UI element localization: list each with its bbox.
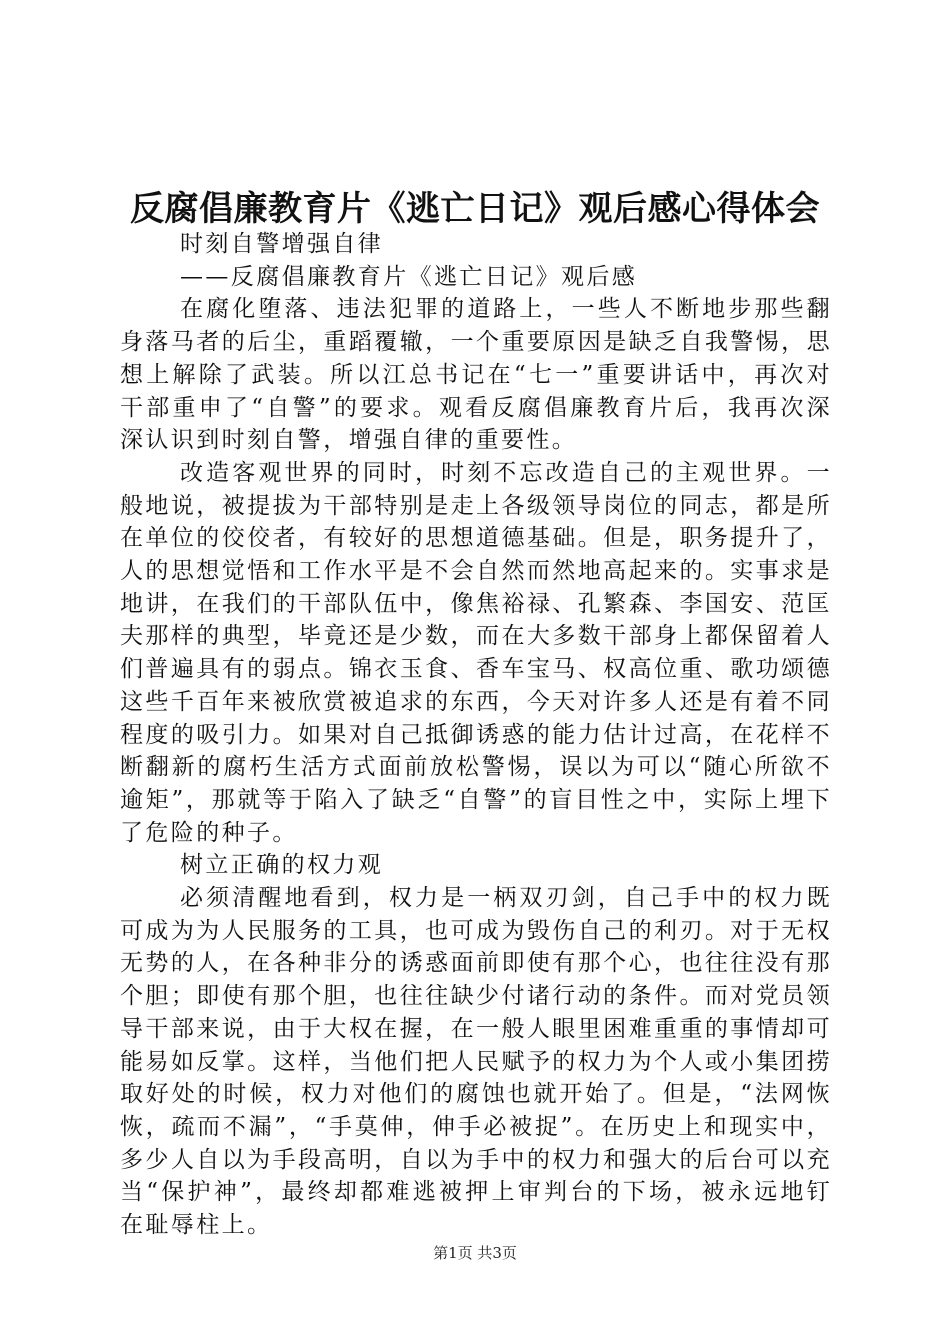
- subtitle-line-1: 时刻自警增强自律: [180, 231, 384, 257]
- section-heading: 树立正确的权力观: [180, 852, 384, 879]
- document-title: 反腐倡廉教育片《逃亡日记》观后感心得体会: [130, 189, 820, 229]
- paragraph-1: 在腐化堕落、违法犯罪的道路上，一些人不断地步那些翻身落马者的后尘，重蹈覆辙，一个重要原因是缺乏自我警惕，思想上解除了武装。所以江总书记在“七一”重要讲话中，再次对干部重申了“自警”的要求。观看反腐倡廉教育片后，我再次深深认识到时刻自警，增强自律的重要性。: [120, 296, 832, 454]
- document-body: [120, 228, 832, 1242]
- subtitle-line-2: ——反腐倡廉教育片《逃亡日记》观后感: [180, 263, 638, 290]
- paragraph-2: 改造客观世界的同时，时刻不忘改造自己的主观世界。一般地说，被提拔为干部特别是走上各级领导岗位的同志，都是所在单位的佼佼者，有较好的思想道德基础。但是，职务提升了，人的思想觉悟和工作水平是不会自然而然地高起来的。实事求是地讲，在我们的干部队伍中，像焦裕禄、孔繁森、李国安、范匡夫那样的典型，毕竟还是少数，而在大多数干部身上都保留着人们普遍具有的弱点。锦衣玉食、香车宝马、权高位重、歌功颂德这些千百年来被欣赏被追求的东西，今天对许多人还是有着不同程度的吸引力。如果对自己抵御诱惑的能力估计过高，在花样不断翻新的腐朽生活方式面前放松警惕，误以为可以“随心所欲不逾矩”，那就等于陷入了缺乏“自警”的盲目性之中，实际上埋下了危险的种子。: [120, 459, 832, 846]
- paragraph-3: 必须清醒地看到，权力是一柄双刃剑，自己手中的权力既可成为为人民服务的工具，也可成为毁伤自己的利刃。对于无权无势的人，在各种非分的诱惑面前即使有那个心，也往往没有那个胆；即使有那个胆，也往往缺少付诸行动的条件。而对党员领导干部来说，由于大权在握，在一般人眼里困难重重的事情却可能易如反掌。这样，当他们把人民赋予的权力为个人或小集团捞取好处的时候，权力对他们的腐蚀也就开始了。但是，“法网恢恢，疏而不漏”，“手莫伸，伸手必被捉”。在历史上和现实中，多少人自以为手段高明，自以为手中的权力和强大的后台可以充当“保护神”，最终却都难逃被押上审判台的下场，被永远地钉在耻辱柱上。: [120, 885, 832, 1239]
- page-footer: 第1页 共3页: [433, 1244, 517, 1262]
